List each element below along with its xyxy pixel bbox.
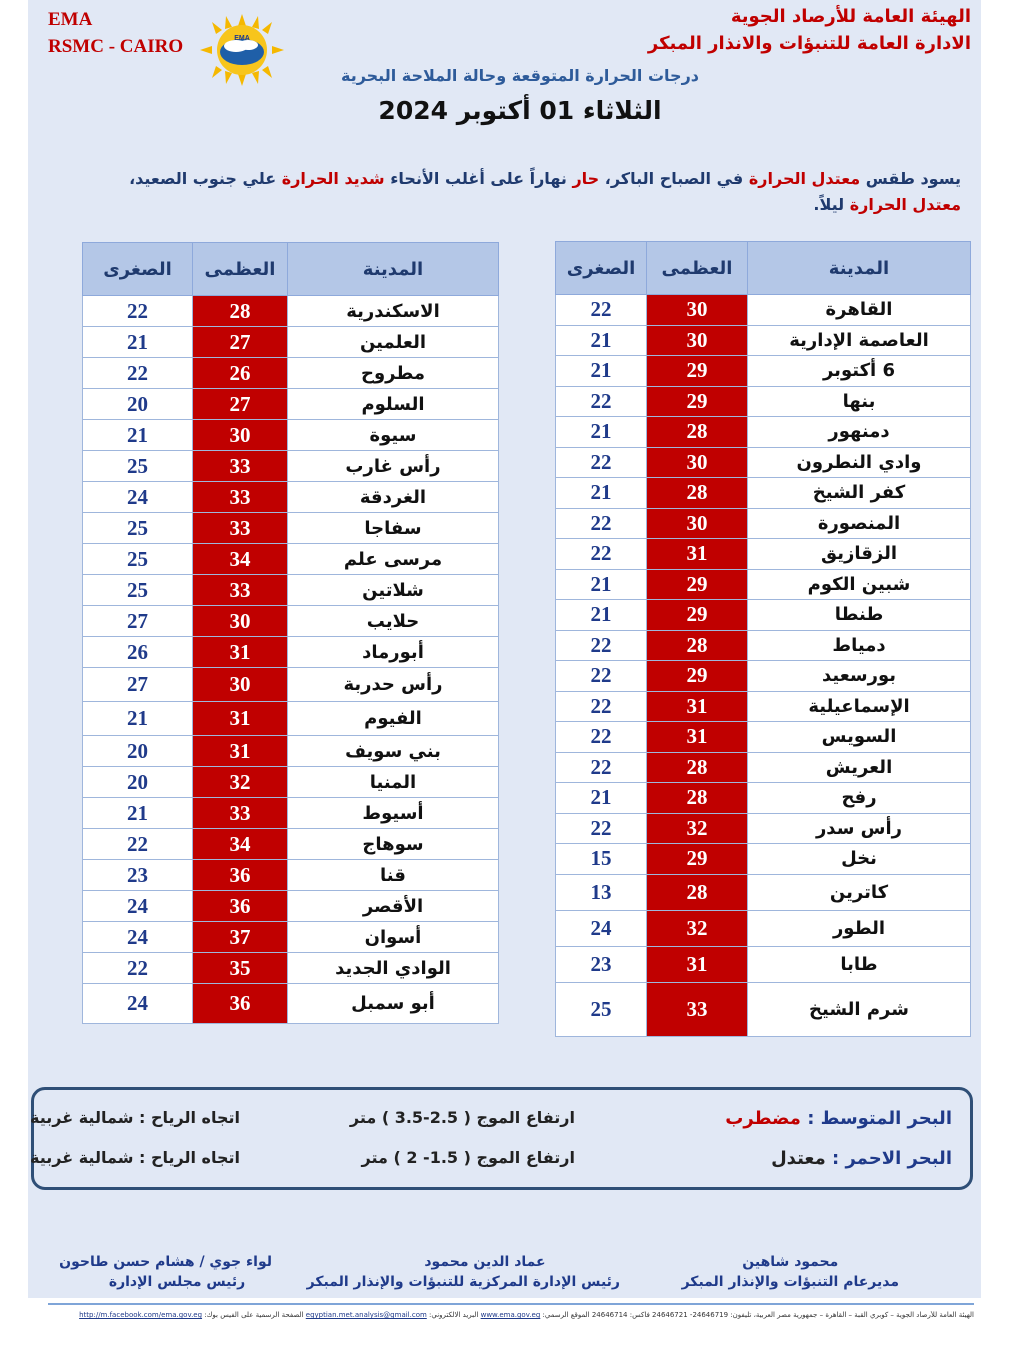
- city-cell: طابا: [748, 946, 971, 982]
- min-temp-cell: 25: [83, 451, 193, 482]
- city-cell: المنيا: [288, 767, 499, 798]
- max-temp-cell: 30: [647, 295, 748, 326]
- city-cell: سيوة: [288, 420, 499, 451]
- facebook-link[interactable]: http://m.facebook.com/ema.gov.eg: [79, 1311, 203, 1319]
- min-temp-cell: 22: [556, 661, 647, 692]
- wave-height: ارتفاع الموج ( 1.5- 2 ) متر: [361, 1148, 575, 1167]
- min-temp-cell: 21: [83, 327, 193, 358]
- agency-id: [48, 6, 183, 60]
- max-temp-cell: 36: [193, 984, 288, 1024]
- min-temp-cell: 27: [83, 606, 193, 637]
- website-link[interactable]: www.ema.gov.eg: [480, 1311, 541, 1319]
- min-temp-cell: 21: [83, 702, 193, 736]
- city-cell: أبورماد: [288, 637, 499, 668]
- max-temp-cell: 35: [193, 953, 288, 984]
- city-cell: الغردقة: [288, 482, 499, 513]
- city-cell: أسوان: [288, 922, 499, 953]
- max-temp-cell: 36: [193, 891, 288, 922]
- forecast-part: نهاراً على أغلب الأنحاء: [384, 169, 573, 188]
- col-header-min: الصغرى: [83, 243, 193, 296]
- city-cell: بنها: [748, 386, 971, 417]
- signature-3: [59, 1252, 272, 1292]
- city-cell: شرم الشيخ: [748, 982, 971, 1036]
- city-cell: دمنهور: [748, 417, 971, 448]
- min-temp-cell: 20: [83, 736, 193, 767]
- city-cell: نخل: [748, 844, 971, 875]
- table-row: [556, 478, 971, 509]
- city-cell: السويس: [748, 722, 971, 753]
- min-temp-cell: 24: [83, 482, 193, 513]
- city-cell: رأس سدر: [748, 813, 971, 844]
- city-cell: رأس حدربة: [288, 668, 499, 702]
- city-cell: كاترين: [748, 874, 971, 910]
- signer-title: رئيس مجلس الإدارة: [108, 1274, 246, 1290]
- signer-name: محمود شاهين: [742, 1254, 839, 1270]
- max-temp-cell: 31: [193, 637, 288, 668]
- forecast-part: يسود طقس: [860, 169, 961, 188]
- footer-address: الهيئة العامة للأرصاد الجوية – كوبري القبة – القاهرة – جمهورية مصر العربية، تليفون: 24646719- 24646721 فاكس: 24646714 الموقع الرسمي:: [542, 1311, 974, 1319]
- forecast-text: [60, 166, 961, 218]
- table-row: [83, 922, 499, 953]
- min-temp-cell: 21: [83, 798, 193, 829]
- city-cell: بني سويف: [288, 736, 499, 767]
- city-cell: السلوم: [288, 389, 499, 420]
- agency-short: EMA: [48, 9, 93, 30]
- max-temp-cell: 30: [647, 325, 748, 356]
- table-row: [556, 630, 971, 661]
- col-header-city: المدينة: [748, 242, 971, 295]
- email-link[interactable]: egyptian.met.analysis@gmail.com: [305, 1311, 427, 1319]
- min-temp-cell: 25: [83, 575, 193, 606]
- table-row: [83, 637, 499, 668]
- min-temp-cell: 20: [83, 389, 193, 420]
- max-temp-cell: 31: [647, 539, 748, 570]
- max-temp-cell: 28: [193, 296, 288, 327]
- table-row: [83, 668, 499, 702]
- table-row: [556, 946, 971, 982]
- max-temp-cell: 29: [647, 386, 748, 417]
- max-temp-cell: 37: [193, 922, 288, 953]
- max-temp-cell: 34: [193, 544, 288, 575]
- min-temp-cell: 22: [556, 722, 647, 753]
- city-cell: شلاتين: [288, 575, 499, 606]
- table-row: [83, 482, 499, 513]
- min-temp-cell: 13: [556, 874, 647, 910]
- max-temp-cell: 30: [647, 508, 748, 539]
- max-temp-cell: 28: [647, 417, 748, 448]
- table-row: [83, 767, 499, 798]
- city-cell: الأقصر: [288, 891, 499, 922]
- col-header-max: العظمى: [193, 243, 288, 296]
- table-row: [83, 451, 499, 482]
- min-temp-cell: 24: [83, 922, 193, 953]
- min-temp-cell: 24: [83, 891, 193, 922]
- city-cell: المنصورة: [748, 508, 971, 539]
- table-row: [83, 389, 499, 420]
- min-temp-cell: 25: [83, 513, 193, 544]
- min-temp-cell: 22: [556, 691, 647, 722]
- max-temp-cell: 31: [193, 702, 288, 736]
- min-temp-cell: 21: [556, 325, 647, 356]
- city-cell: أسيوط: [288, 798, 499, 829]
- max-temp-cell: 31: [647, 722, 748, 753]
- table-row: [556, 508, 971, 539]
- max-temp-cell: 30: [647, 447, 748, 478]
- max-temp-cell: 27: [193, 389, 288, 420]
- ema-logo-icon: [200, 14, 284, 86]
- city-cell: وادي النطرون: [748, 447, 971, 478]
- max-temp-cell: 28: [647, 630, 748, 661]
- max-temp-cell: 31: [647, 691, 748, 722]
- table-row: [83, 984, 499, 1024]
- forecast-highlight: معتدل الحرارة: [748, 169, 861, 188]
- table-row: [83, 606, 499, 637]
- org-line-2: الادارة العامة للتنبؤات والانذار المبكر: [647, 33, 971, 54]
- max-temp-cell: 32: [647, 813, 748, 844]
- sea-name: [771, 1148, 952, 1169]
- min-temp-cell: 22: [556, 752, 647, 783]
- table-body-left: [83, 296, 499, 1024]
- table-row: [83, 513, 499, 544]
- sea-state: معتدل: [771, 1148, 826, 1169]
- max-temp-cell: 26: [193, 358, 288, 389]
- signer-title: رئيس الإدارة المركزية للتنبؤات والإنذار المبكر: [306, 1274, 620, 1290]
- signer-name: لواء جوي / هشام حسن طاحون: [59, 1254, 272, 1270]
- table-row: [556, 691, 971, 722]
- signature-2: [306, 1252, 620, 1292]
- table-row: [556, 844, 971, 875]
- min-temp-cell: 22: [83, 829, 193, 860]
- signature-1: [682, 1252, 899, 1292]
- min-temp-cell: 21: [556, 356, 647, 387]
- city-cell: العريش: [748, 752, 971, 783]
- bulletin-subtitle: درجات الحرارة المتوقعة وحالة الملاحة البحرية: [340, 66, 699, 85]
- city-cell: الفيوم: [288, 702, 499, 736]
- city-cell: بورسعيد: [748, 661, 971, 692]
- city-cell: رأس غارب: [288, 451, 499, 482]
- city-cell: الطور: [748, 910, 971, 946]
- facebook-label: الصفحة الرسمية على الفيس بوك:: [202, 1311, 304, 1319]
- min-temp-cell: 21: [556, 478, 647, 509]
- min-temp-cell: 22: [83, 358, 193, 389]
- city-cell: كفر الشيخ: [748, 478, 971, 509]
- table-row: [556, 813, 971, 844]
- table-row: [83, 953, 499, 984]
- max-temp-cell: 33: [193, 482, 288, 513]
- forecast-part: ليلاً.: [813, 195, 850, 214]
- table-row: [83, 420, 499, 451]
- city-cell: شبين الكوم: [748, 569, 971, 600]
- email-label: البريد الالكتروني:: [426, 1311, 479, 1319]
- table-row: [556, 783, 971, 814]
- max-temp-cell: 28: [647, 478, 748, 509]
- marine-row-mediterranean: [30, 1108, 970, 1138]
- table-row: [83, 575, 499, 606]
- min-temp-cell: 25: [556, 982, 647, 1036]
- max-temp-cell: 32: [647, 910, 748, 946]
- city-cell: قنا: [288, 860, 499, 891]
- table-row: [83, 798, 499, 829]
- city-cell: 6 أكتوبر: [748, 356, 971, 387]
- table-row: [556, 386, 971, 417]
- table-row: [83, 544, 499, 575]
- table-row: [83, 860, 499, 891]
- max-temp-cell: 33: [193, 575, 288, 606]
- min-temp-cell: 22: [83, 953, 193, 984]
- max-temp-cell: 29: [647, 600, 748, 631]
- max-temp-cell: 31: [647, 946, 748, 982]
- wind-direction: اتجاه الرياح : شمالية غربية: [30, 1108, 240, 1127]
- sea-label: البحر المتوسط :: [800, 1108, 952, 1129]
- city-cell: العاصمة الإدارية: [748, 325, 971, 356]
- city-cell: القاهرة: [748, 295, 971, 326]
- min-temp-cell: 22: [556, 295, 647, 326]
- min-temp-cell: 21: [556, 417, 647, 448]
- min-temp-cell: 24: [556, 910, 647, 946]
- table-row: [83, 358, 499, 389]
- table-row: [556, 874, 971, 910]
- table-row: [83, 891, 499, 922]
- min-temp-cell: 23: [556, 946, 647, 982]
- city-cell: مطروح: [288, 358, 499, 389]
- table-row: [556, 600, 971, 631]
- min-temp-cell: 27: [83, 668, 193, 702]
- table-row: [556, 661, 971, 692]
- max-temp-cell: 30: [193, 606, 288, 637]
- max-temp-cell: 36: [193, 860, 288, 891]
- min-temp-cell: 21: [556, 783, 647, 814]
- city-cell: الإسماعيلية: [748, 691, 971, 722]
- max-temp-cell: 29: [647, 356, 748, 387]
- max-temp-cell: 29: [647, 569, 748, 600]
- wind-direction: اتجاه الرياح : شمالية غربية: [30, 1148, 240, 1167]
- table-row: [83, 829, 499, 860]
- min-temp-cell: 21: [83, 420, 193, 451]
- city-cell: طنطا: [748, 600, 971, 631]
- sea-state: مضطرب: [725, 1108, 801, 1129]
- min-temp-cell: 22: [83, 296, 193, 327]
- max-temp-cell: 33: [647, 982, 748, 1036]
- max-temp-cell: 33: [193, 513, 288, 544]
- max-temp-cell: 30: [193, 420, 288, 451]
- max-temp-cell: 31: [193, 736, 288, 767]
- bulletin-date: الثلاثاء 01 أكتوبر 2024: [378, 96, 662, 125]
- marine-row-red-sea: [30, 1148, 970, 1178]
- wave-height: ارتفاع الموج ( 2.5-3.5 ) متر: [349, 1108, 575, 1127]
- table-row: [556, 539, 971, 570]
- table-row: [83, 296, 499, 327]
- city-cell: مرسى علم: [288, 544, 499, 575]
- max-temp-cell: 27: [193, 327, 288, 358]
- table-row: [83, 736, 499, 767]
- table-row: [556, 982, 971, 1036]
- max-temp-cell: 30: [193, 668, 288, 702]
- col-header-city: المدينة: [288, 243, 499, 296]
- min-temp-cell: 22: [556, 508, 647, 539]
- marine-panel: [31, 1087, 973, 1190]
- table-body-right: [556, 295, 971, 1037]
- max-temp-cell: 28: [647, 783, 748, 814]
- city-cell: حلايب: [288, 606, 499, 637]
- city-cell: الاسكندرية: [288, 296, 499, 327]
- forecast-highlight: معتدل الحرارة: [849, 195, 961, 214]
- max-temp-cell: 29: [647, 661, 748, 692]
- temperature-table-right: [555, 241, 971, 1037]
- city-cell: سفاجا: [288, 513, 499, 544]
- table-row: [556, 295, 971, 326]
- max-temp-cell: 33: [193, 451, 288, 482]
- city-cell: الزقازيق: [748, 539, 971, 570]
- footer-contact: [48, 1311, 974, 1319]
- min-temp-cell: 22: [556, 539, 647, 570]
- city-cell: سوهاج: [288, 829, 499, 860]
- max-temp-cell: 33: [193, 798, 288, 829]
- min-temp-cell: 22: [556, 630, 647, 661]
- min-temp-cell: 15: [556, 844, 647, 875]
- min-temp-cell: 22: [556, 447, 647, 478]
- city-cell: العلمين: [288, 327, 499, 358]
- table-row: [556, 910, 971, 946]
- table-row: [556, 417, 971, 448]
- max-temp-cell: 32: [193, 767, 288, 798]
- city-cell: رفح: [748, 783, 971, 814]
- min-temp-cell: 22: [556, 813, 647, 844]
- forecast-part: علي جنوب الصعيد،: [129, 169, 282, 188]
- min-temp-cell: 25: [83, 544, 193, 575]
- signer-title: مديرعام التنبؤات والإنذار المبكر: [681, 1274, 899, 1290]
- city-cell: أبو سمبل: [288, 984, 499, 1024]
- table-row: [556, 569, 971, 600]
- table-row: [556, 752, 971, 783]
- max-temp-cell: 28: [647, 752, 748, 783]
- temperature-table-left: [82, 242, 499, 1024]
- city-cell: دمياط: [748, 630, 971, 661]
- table-row: [556, 356, 971, 387]
- signer-name: عماد الدين محمود: [424, 1254, 546, 1270]
- footer-divider: [48, 1303, 974, 1305]
- city-cell: الوادي الجديد: [288, 953, 499, 984]
- min-temp-cell: 21: [556, 569, 647, 600]
- table-row: [556, 722, 971, 753]
- table-row: [556, 325, 971, 356]
- min-temp-cell: 21: [556, 600, 647, 631]
- max-temp-cell: 34: [193, 829, 288, 860]
- table-row: [556, 447, 971, 478]
- forecast-highlight: شديد الحرارة: [281, 169, 385, 188]
- table-row: [83, 327, 499, 358]
- center-name: RSMC - CAIRO: [48, 36, 184, 57]
- forecast-part: في الصباح الباكر،: [599, 169, 749, 188]
- min-temp-cell: 24: [83, 984, 193, 1024]
- table-row: [83, 702, 499, 736]
- min-temp-cell: 22: [556, 386, 647, 417]
- max-temp-cell: 28: [647, 874, 748, 910]
- forecast-highlight: حار: [572, 169, 600, 188]
- sea-label: البحر الاحمر :: [825, 1148, 952, 1169]
- org-line-1: الهيئة العامة للأرصاد الجوية: [730, 6, 971, 27]
- col-header-max: العظمى: [647, 242, 748, 295]
- min-temp-cell: 23: [83, 860, 193, 891]
- min-temp-cell: 26: [83, 637, 193, 668]
- min-temp-cell: 20: [83, 767, 193, 798]
- org-title: [648, 3, 971, 57]
- max-temp-cell: 29: [647, 844, 748, 875]
- col-header-min: الصغرى: [556, 242, 647, 295]
- logo-text: EMA: [234, 35, 250, 42]
- sea-name: [725, 1108, 952, 1129]
